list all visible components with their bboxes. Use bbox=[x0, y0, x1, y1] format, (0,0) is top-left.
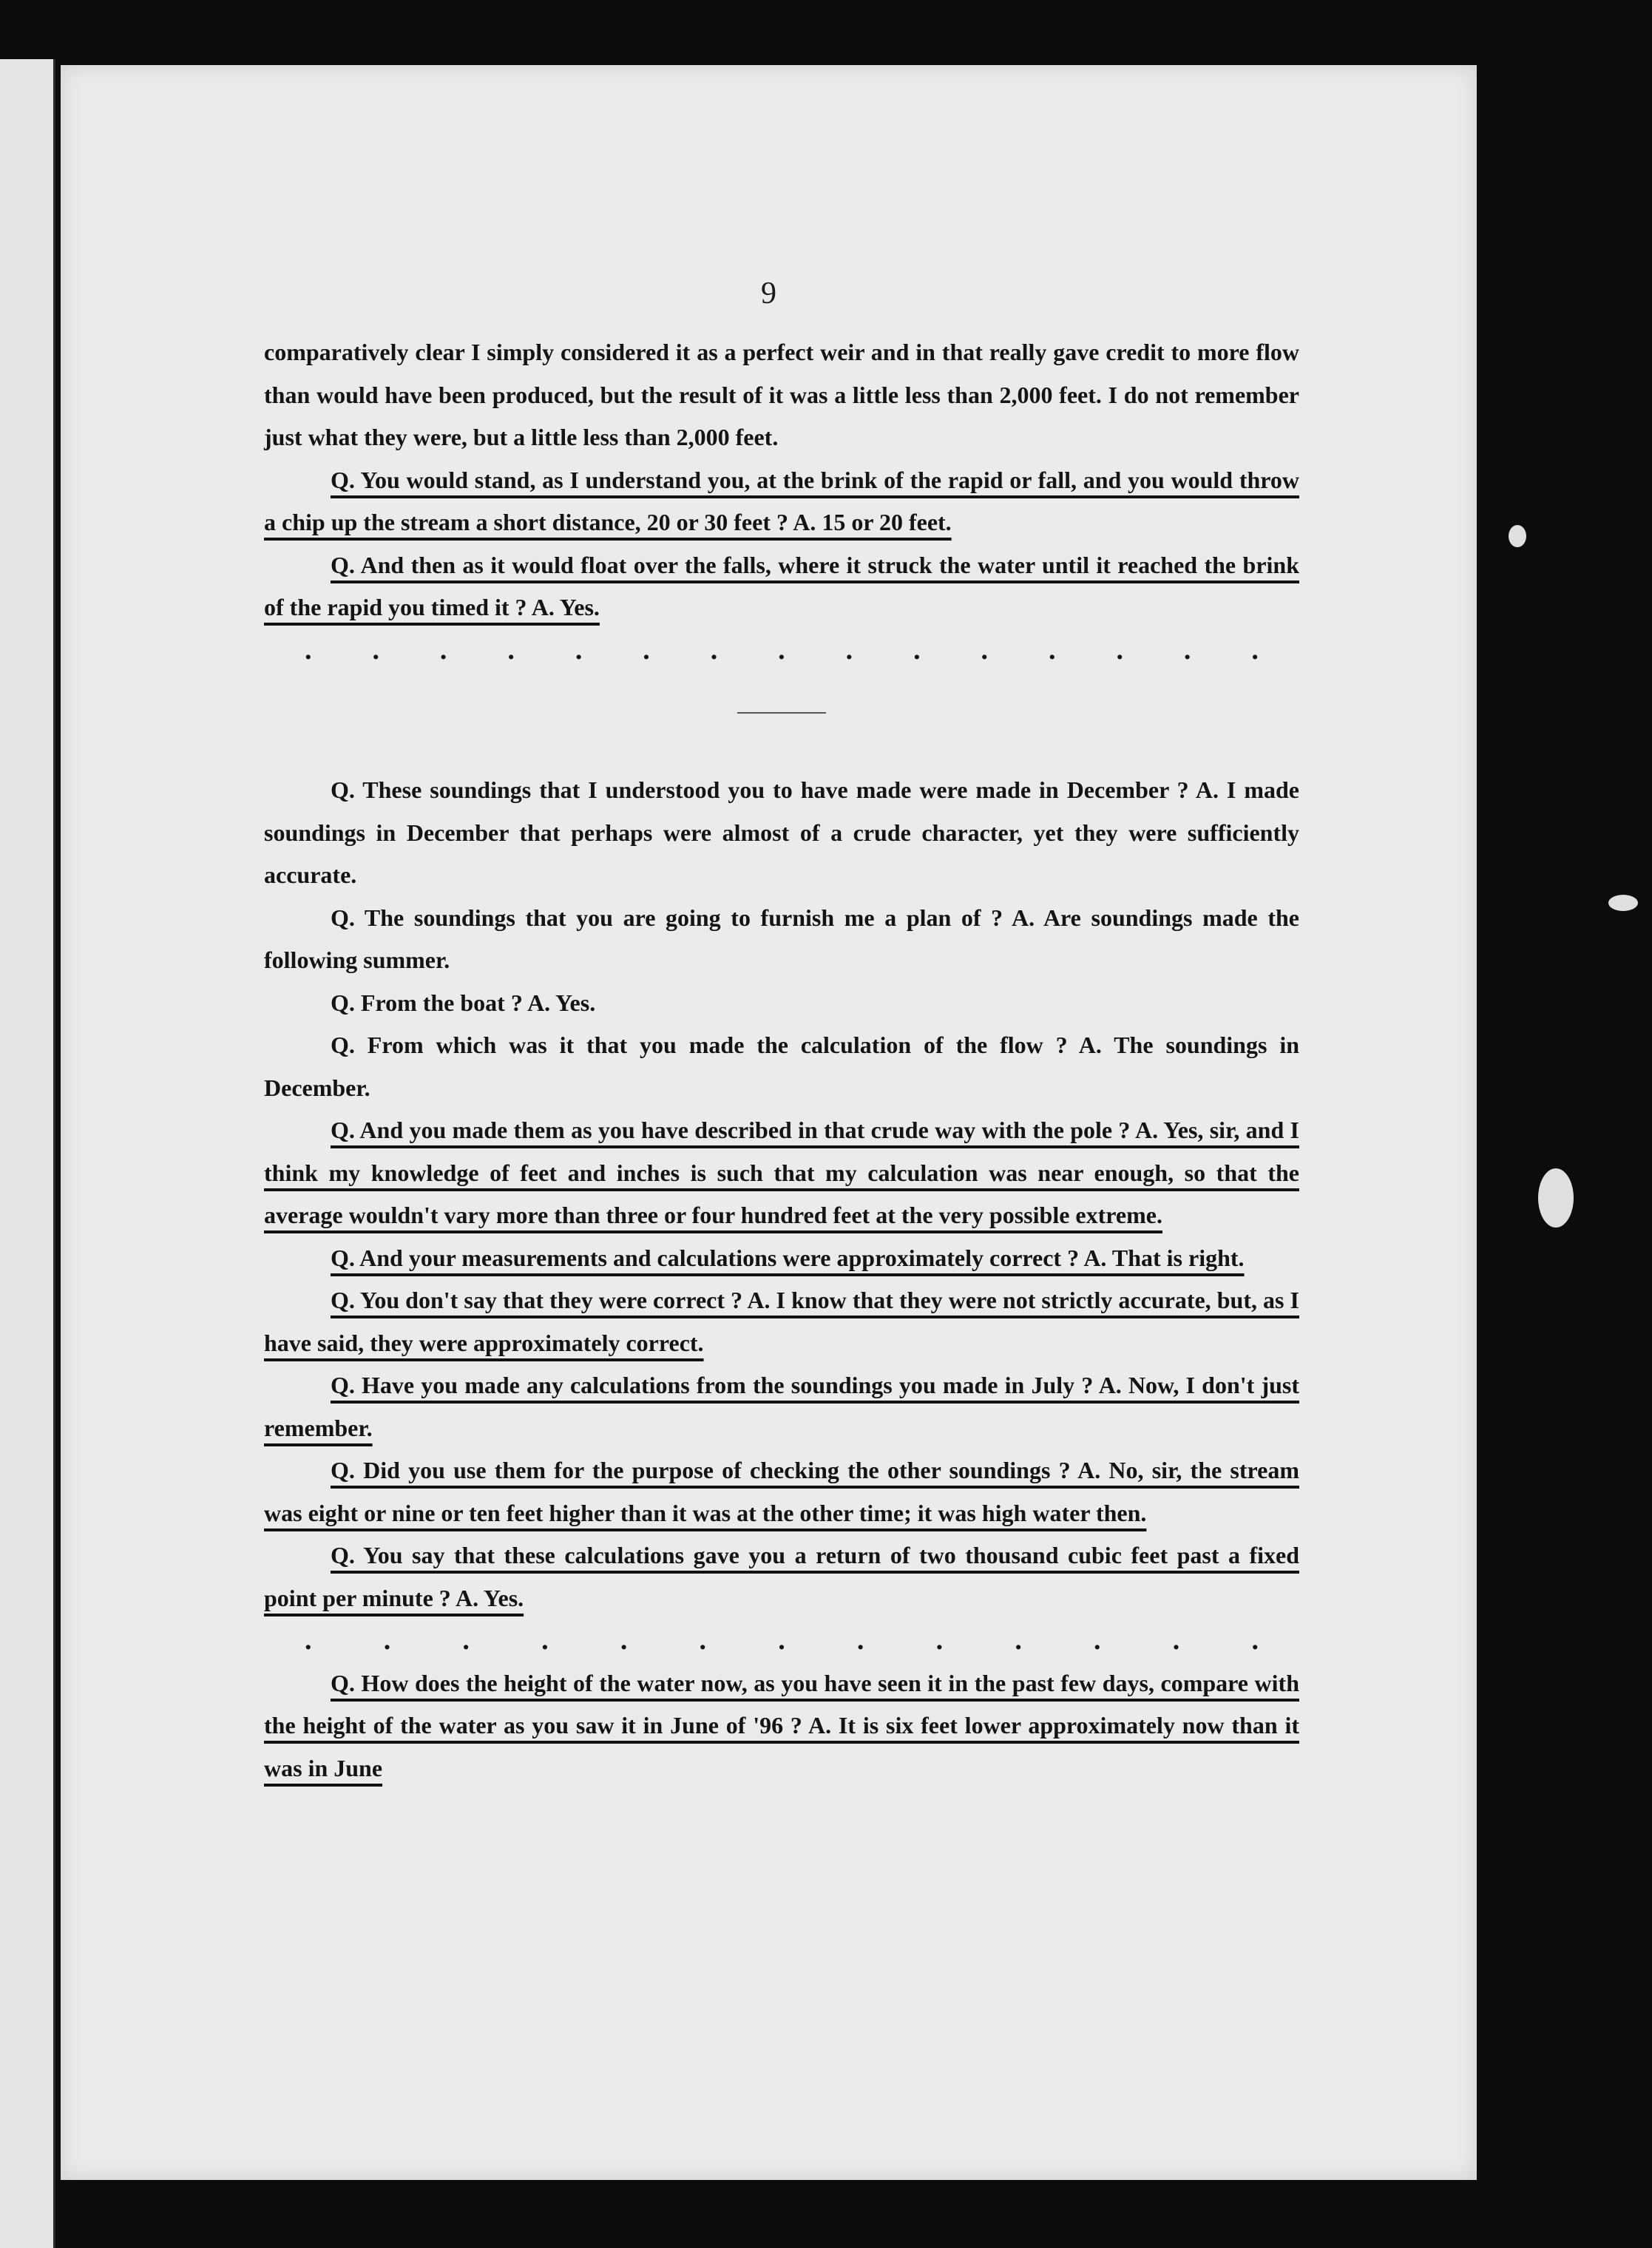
paragraph bbox=[264, 1662, 1299, 1790]
paragraph-text: comparatively clear I simply considered it as a perfect weir and in that really gave credit to more flow than would have been produced, but the result of it was a little less than 2,000 feet. I do not remember just what they were, but a little less than 2,000 feet. bbox=[264, 339, 1299, 450]
paragraph-text: Q. From which was it that you made the calculation of the flow ? A. The soundings in December. bbox=[264, 1032, 1299, 1101]
paragraph-text: Q. You say that these calculations gave you a return of two thousand cubic feet past a fixed point per minute ? A. Yes. bbox=[264, 1542, 1299, 1611]
paragraph-text: Q. And you made them as you have described in that crude way with the pole ? A. Yes, sir, and I think my knowledge of feet and inches is such that my calculation was near enough, so that the average wouldn't vary more than three or four hundred feet at the very possible extreme. bbox=[264, 1117, 1299, 1228]
scan-artifact bbox=[1538, 1168, 1574, 1228]
ellipsis-dot: . bbox=[856, 1625, 864, 1656]
ellipsis-dot: . bbox=[1048, 634, 1056, 666]
paragraph bbox=[264, 982, 1299, 1025]
ellipsis-dot: . bbox=[620, 1625, 628, 1656]
ellipsis-dot: . bbox=[981, 634, 989, 666]
ellipsis-dot: . bbox=[1251, 634, 1259, 666]
section-a bbox=[264, 331, 1299, 629]
paragraph-text: Q. Did you use them for the purpose of checking the other soundings ? A. No, sir, the stream was eight or nine or ten feet higher than it was at the other time; it was high water then. bbox=[264, 1457, 1299, 1526]
paragraph-text: Q. And then as it would float over the falls, where it struck the water until it reached the brink of the rapid you timed it ? A. Yes. bbox=[264, 551, 1299, 620]
ellipsis-row bbox=[264, 629, 1299, 672]
ellipsis-dot: . bbox=[1251, 1625, 1259, 1656]
adjacent-page-edge bbox=[0, 59, 55, 2248]
paragraph bbox=[264, 769, 1299, 897]
ellipsis-dot: . bbox=[575, 634, 583, 666]
ellipsis-dot: . bbox=[1094, 1625, 1101, 1656]
ellipsis-dot: . bbox=[507, 634, 515, 666]
paragraph-text: Q. You don't say that they were correct ? A. I know that they were not strictly accurate, but, as I have said, they were approximately correct. bbox=[264, 1287, 1299, 1356]
ellipsis-dot: . bbox=[305, 1625, 312, 1656]
page-number: 9 bbox=[761, 277, 776, 311]
paragraph bbox=[264, 1279, 1299, 1364]
ellipsis-dot: . bbox=[305, 634, 312, 666]
ellipsis-dot: . bbox=[643, 634, 650, 666]
section-b bbox=[264, 769, 1299, 1619]
section-c bbox=[264, 1662, 1299, 1790]
paragraph-text: Q. You would stand, as I understand you, at the brink of the rapid or fall, and you would throw a chip up the stream a short distance, 20 or 30 feet ? A. 15 or 20 feet. bbox=[264, 466, 1299, 535]
body-text bbox=[264, 331, 1299, 1790]
ellipsis-dot: . bbox=[541, 1625, 549, 1656]
paragraph-text: Q. From the boat ? A. Yes. bbox=[331, 989, 596, 1016]
ellipsis-dot: . bbox=[935, 1625, 944, 1656]
ellipsis-dot: . bbox=[778, 634, 785, 666]
section-divider bbox=[737, 712, 826, 714]
paragraph bbox=[264, 1449, 1299, 1534]
ellipsis-dot: . bbox=[439, 634, 447, 666]
paragraph-text: Q. And your measurements and calculations were approximately correct ? A. That is right. bbox=[331, 1244, 1245, 1271]
paragraph bbox=[264, 331, 1299, 459]
ellipsis-dot: . bbox=[1183, 634, 1191, 666]
ellipsis-dot: . bbox=[778, 1625, 785, 1656]
ellipsis-dot: . bbox=[710, 634, 718, 666]
ellipsis-dot: . bbox=[1116, 634, 1123, 666]
paragraph bbox=[264, 1237, 1299, 1280]
ellipsis-dot: . bbox=[1015, 1625, 1022, 1656]
paragraph-text: Q. How does the height of the water now, as you have seen it in the past few days, compare with the height of the water as you saw it in June of '96 ? A. It is six feet lower approximately now than it was in June bbox=[264, 1669, 1299, 1781]
paragraph-text: Q. These soundings that I understood you to have made were made in December ? A. I made soundings in December that perhaps were almost of a crude character, yet they were sufficiently accurate. bbox=[264, 776, 1299, 888]
ellipsis-dot: . bbox=[845, 634, 853, 666]
ellipsis-row bbox=[264, 1619, 1299, 1662]
paragraph bbox=[264, 1109, 1299, 1237]
document-page bbox=[61, 65, 1477, 2180]
ellipsis-dot: . bbox=[372, 634, 379, 666]
ellipsis-dot: . bbox=[699, 1625, 707, 1656]
paragraph bbox=[264, 1364, 1299, 1449]
ellipsis-dot: . bbox=[383, 1625, 391, 1656]
paragraph-text: Q. Have you made any calculations from the soundings you made in July ? A. Now, I don't just remember. bbox=[264, 1372, 1299, 1441]
scan-artifact bbox=[1509, 525, 1526, 547]
paragraph bbox=[264, 1534, 1299, 1619]
ellipsis-dot: . bbox=[462, 1625, 470, 1656]
paragraph-text: Q. The soundings that you are going to furnish me a plan of ? A. Are soundings made the following summer. bbox=[264, 904, 1299, 973]
paragraph bbox=[264, 1024, 1299, 1109]
paragraph bbox=[264, 897, 1299, 982]
paragraph bbox=[264, 544, 1299, 629]
scan-artifact bbox=[1608, 895, 1638, 911]
paragraph bbox=[264, 459, 1299, 544]
ellipsis-dot: . bbox=[1172, 1625, 1180, 1656]
ellipsis-dot: . bbox=[913, 634, 921, 666]
